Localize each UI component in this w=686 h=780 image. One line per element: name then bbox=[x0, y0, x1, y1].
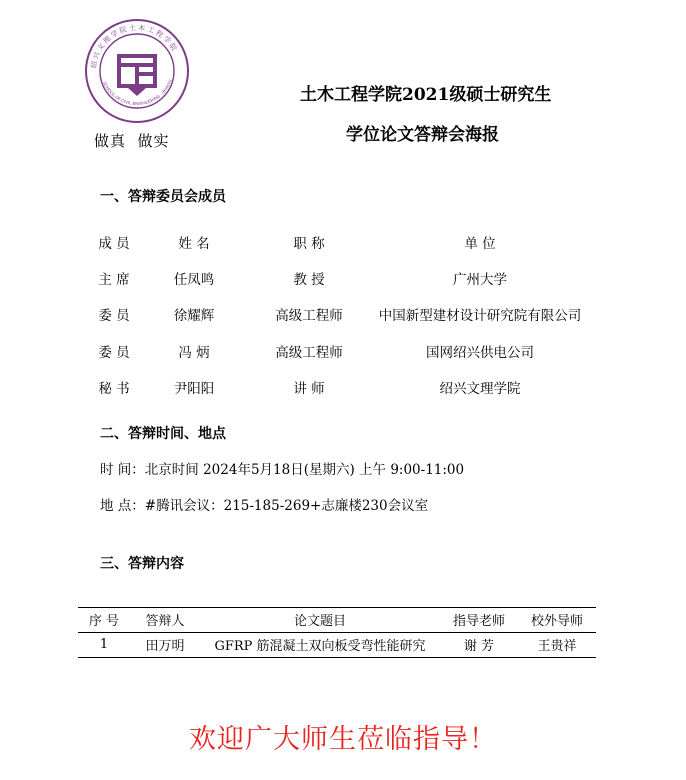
committee-role: 委 员 bbox=[98, 308, 130, 324]
thesis-header-advisor: 指导老师 bbox=[440, 608, 518, 633]
poster-title-line1: 土木工程学院2021级硕士研究生 bbox=[300, 85, 552, 105]
committee-role: 主 席 bbox=[98, 272, 130, 288]
table-row bbox=[78, 633, 596, 658]
committee-name: 徐耀辉 bbox=[173, 308, 215, 324]
committee-name: 冯 炳 bbox=[178, 345, 210, 361]
schedule-heading: 二、答辩时间、地点 bbox=[100, 426, 226, 442]
poster-title-line2: 学位论文答辩会海报 bbox=[346, 125, 499, 145]
committee-rank: 高级工程师 bbox=[275, 345, 343, 361]
thesis-student: 田万明 bbox=[130, 633, 200, 658]
defense-place: 地 点：#腾讯会议：215-185-269+志廉楼230会议室 bbox=[100, 498, 429, 514]
committee-rank: 讲 师 bbox=[293, 381, 325, 397]
welcome-banner: 欢迎广大师生莅临指导！ bbox=[189, 724, 497, 755]
committee-org: 广州大学 bbox=[453, 272, 507, 288]
defense-time: 时 间：北京时间 2024年5月18日(星期六) 上午 9:00-11:00 bbox=[100, 462, 465, 478]
thesis-advisor: 谢 芳 bbox=[440, 633, 518, 658]
university-logo bbox=[84, 18, 190, 124]
committee-org: 绍兴文理学院 bbox=[439, 381, 521, 397]
committee-rank: 教 授 bbox=[293, 272, 325, 288]
committee-header-org: 单 位 bbox=[464, 236, 496, 252]
committee-header-name: 姓 名 bbox=[178, 236, 210, 252]
committee-role: 秘 书 bbox=[98, 381, 130, 397]
thesis-topic: GFRP 筋混凝土双向板受弯性能研究 bbox=[200, 633, 440, 658]
thesis-no: 1 bbox=[78, 633, 130, 658]
thesis-header-external: 校外导师 bbox=[518, 608, 596, 633]
committee-header-role: 成 员 bbox=[98, 236, 130, 252]
committee-name: 尹阳阳 bbox=[173, 381, 215, 397]
committee-name: 任凤鸣 bbox=[173, 272, 215, 288]
thesis-table bbox=[78, 607, 596, 658]
thesis-header-topic: 论文题目 bbox=[200, 608, 440, 633]
svg-text:SCHOOL OF CIVIL ENGINEERING ·: SCHOOL OF CIVIL ENGINEERING · SHAOXI bbox=[102, 78, 173, 107]
thesis-external: 王贵祥 bbox=[518, 633, 596, 658]
school-motto: 做真 做实 bbox=[94, 132, 170, 150]
svg-text:绍 兴 文 理 学 院 土 木 工 程 学 院: 绍 兴 文 理 学 院 土 木 工 程 学 院 bbox=[90, 24, 178, 69]
thesis-header-row bbox=[78, 608, 596, 633]
thesis-header-no: 序 号 bbox=[78, 608, 130, 633]
committee-heading: 一、答辩委员会成员 bbox=[100, 189, 226, 205]
committee-role: 委 员 bbox=[98, 345, 130, 361]
committee-org: 国网绍兴供电公司 bbox=[426, 345, 534, 361]
content-heading: 三、答辩内容 bbox=[100, 556, 184, 572]
committee-header-rank: 职 称 bbox=[293, 236, 325, 252]
committee-rank: 高级工程师 bbox=[275, 308, 343, 324]
thesis-header-student: 答辩人 bbox=[130, 608, 200, 633]
committee-org: 中国新型建材设计研究院有限公司 bbox=[378, 308, 582, 324]
